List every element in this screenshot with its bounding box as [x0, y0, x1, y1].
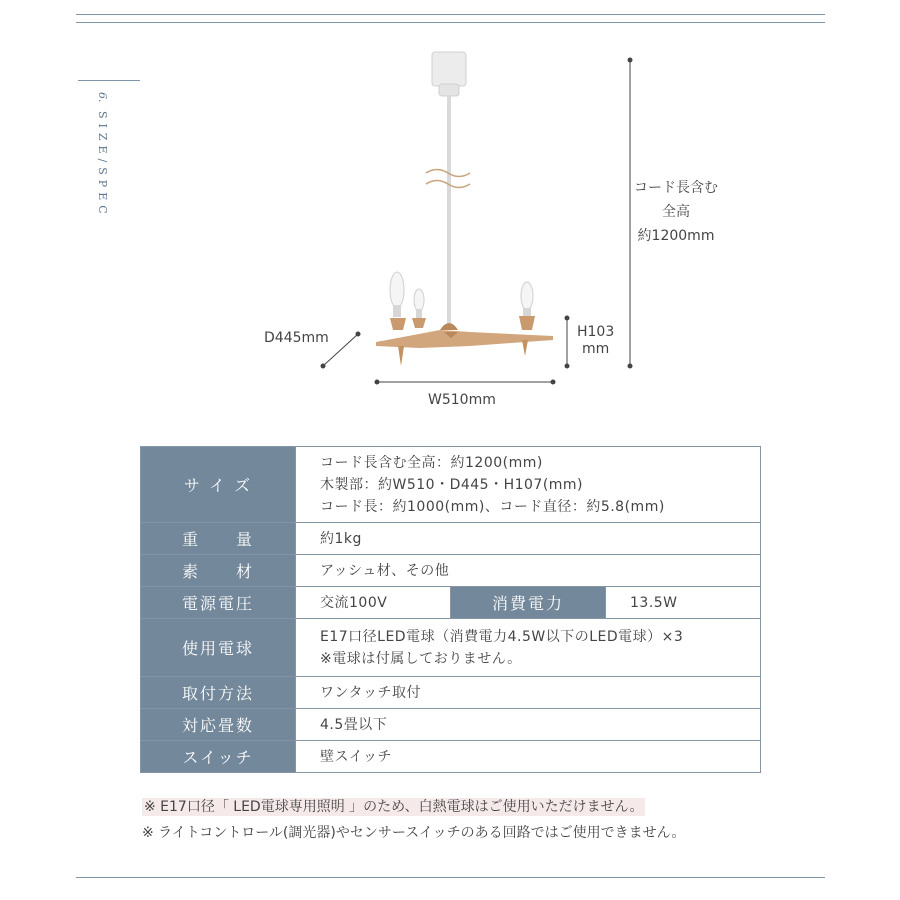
section-index: 6. — [96, 92, 109, 103]
voltage-header: 電源電圧 — [141, 587, 296, 619]
note-dimmer: ※ ライトコントロール(調光器)やセンサースイッチのある回路ではご使用できません。 — [142, 825, 686, 841]
note-led-only: ※ E17口径「 LED電球専用照明 」のため、白熱電球はご使用いただけません。 — [144, 799, 644, 815]
mount-value: ワンタッチ取付 — [296, 677, 761, 709]
weight-header: 重 量 — [141, 523, 296, 555]
bulb-value: E17口径LED電球（消費電力4.5W以下のLED電球）×3 ※電球は付属しておりません。 — [296, 619, 761, 677]
spec-row-weight — [141, 523, 761, 555]
height-label: H103 mm — [577, 324, 615, 357]
tatami-header: 対応畳数 — [141, 709, 296, 741]
voltage-value: 交流100V — [296, 587, 451, 619]
power-header: 消費電力 — [451, 587, 606, 619]
spec-row-size — [141, 447, 761, 523]
depth-label: D445mm — [264, 330, 329, 346]
total-height-label: コード長含む 全高 約1200mm — [634, 180, 718, 244]
width-label: W510mm — [428, 392, 496, 408]
switch-value: 壁スイッチ — [296, 741, 761, 773]
spec-row-tatami — [141, 709, 761, 741]
section-title: SIZE/SPEC — [96, 111, 109, 219]
size-value: コード長含む全高：約1200(mm) 木製部：約W510・D445・H107(mm) コード長：約1000(mm)、コード直径：約5.8(mm) — [296, 447, 761, 523]
mount-header: 取付方法 — [141, 677, 296, 709]
spec-table — [140, 446, 761, 773]
notes — [142, 794, 685, 846]
spec-row-material — [141, 555, 761, 587]
spec-row-mount — [141, 677, 761, 709]
material-header: 素 材 — [141, 555, 296, 587]
spec-row-bulb — [141, 619, 761, 677]
switch-header: スイッチ — [141, 741, 296, 773]
spec-row-switch — [141, 741, 761, 773]
bottom-rule — [76, 877, 825, 878]
weight-value: 約1kg — [296, 523, 761, 555]
size-header: サ イ ズ — [141, 447, 296, 523]
material-value: アッシュ材、その他 — [296, 555, 761, 587]
power-value: 13.5W — [606, 587, 761, 619]
pendant-diagram — [0, 0, 900, 430]
bulb-header: 使用電球 — [141, 619, 296, 677]
spec-row-power — [141, 587, 761, 619]
tatami-value: 4.5畳以下 — [296, 709, 761, 741]
